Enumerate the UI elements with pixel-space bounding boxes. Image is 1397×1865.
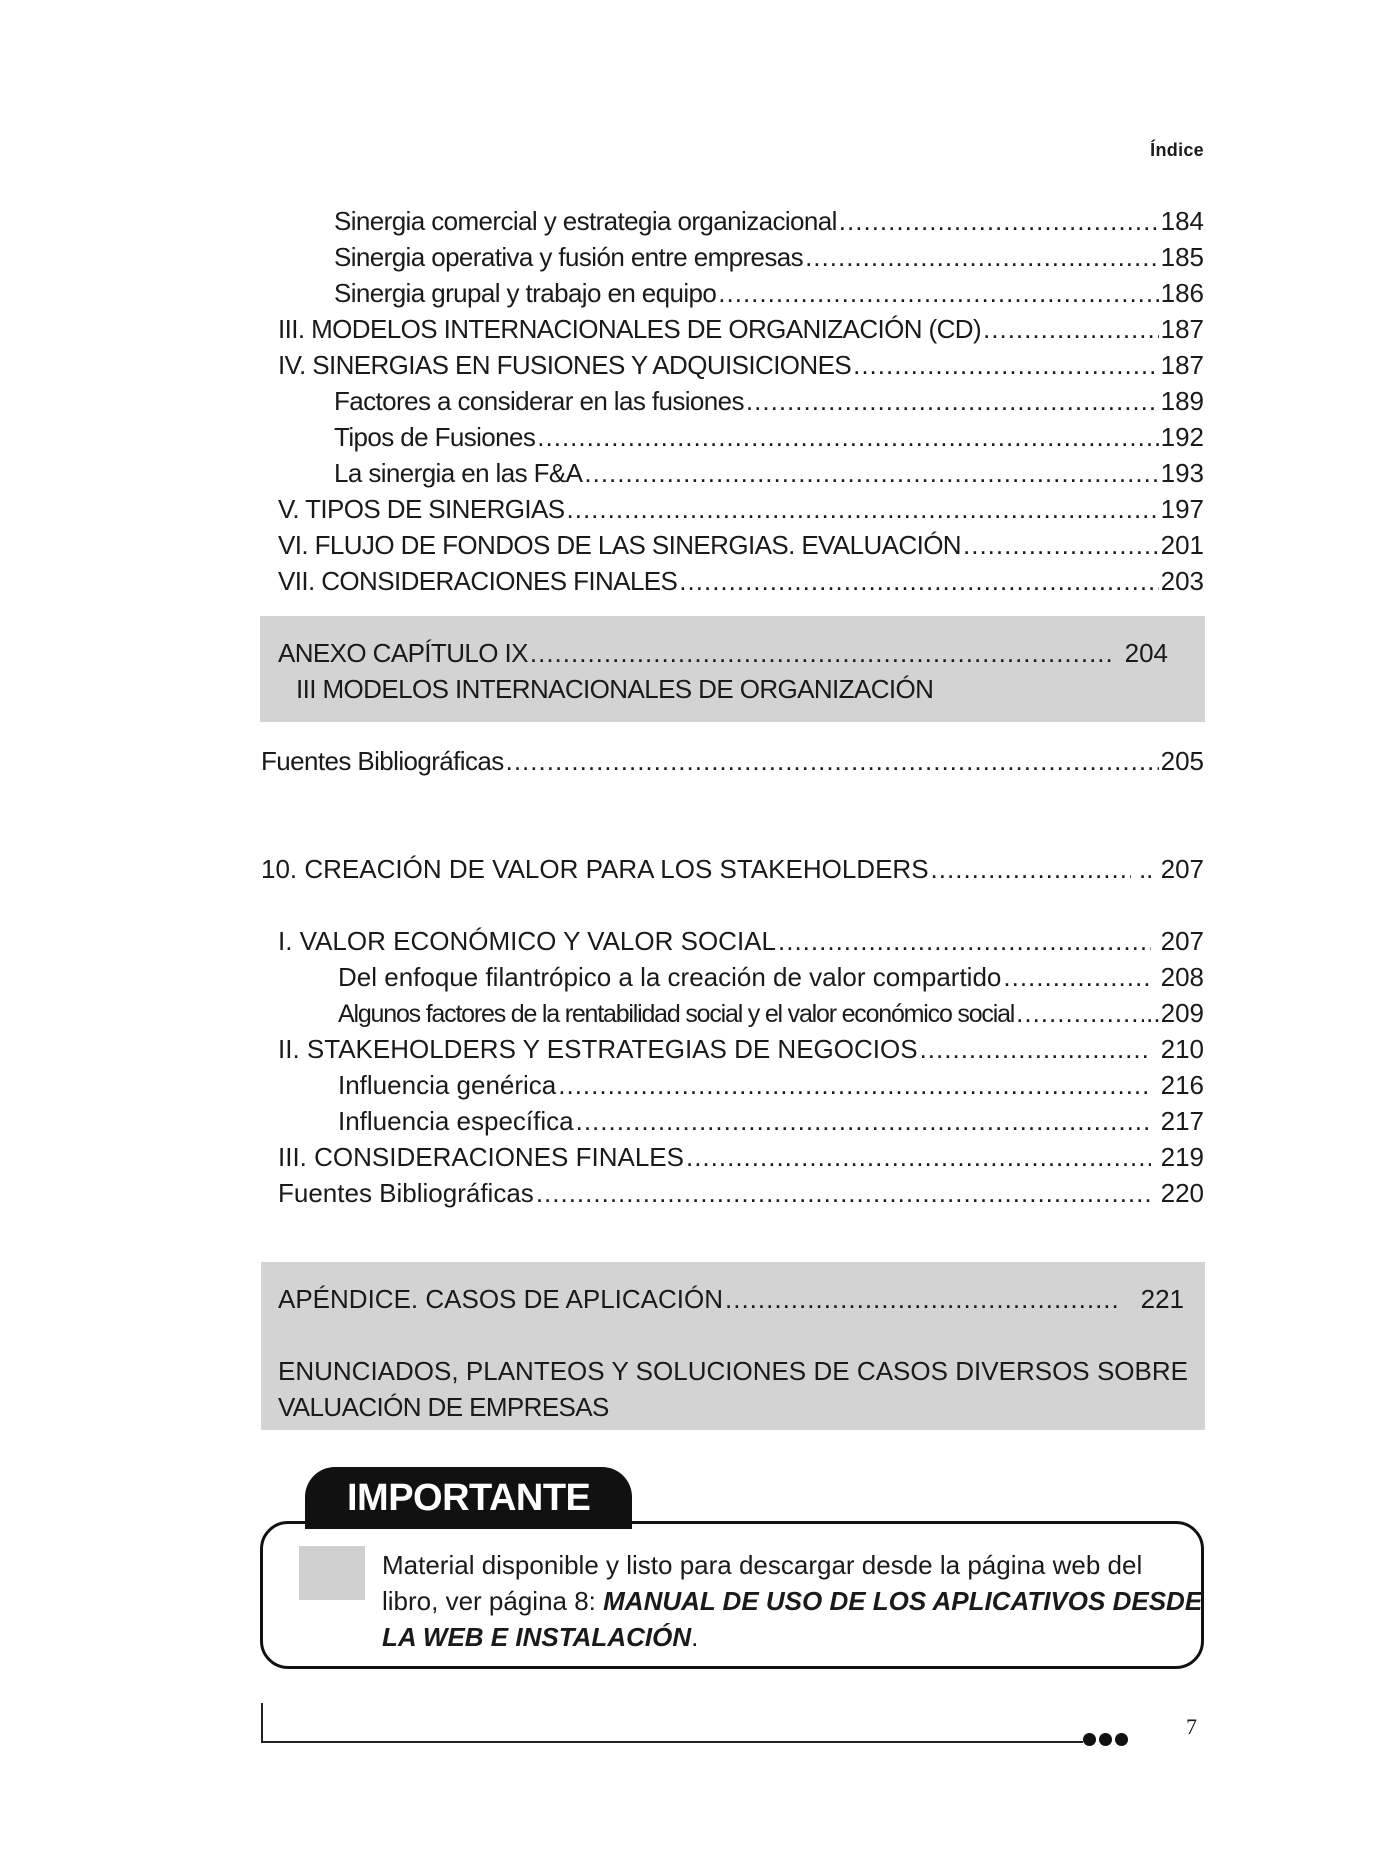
annex-title: ANEXO CAPÍTULO IX	[278, 638, 528, 668]
toc-leader-dots	[805, 240, 1159, 274]
toc-entry[interactable]	[278, 312, 1204, 346]
footer-dots-ornament	[1083, 1733, 1128, 1746]
toc-leader-dots	[920, 1032, 1151, 1066]
footer-rule-vertical	[261, 1703, 263, 1743]
annex-subtitle: III MODELOS INTERNACIONALES DE ORGANIZACIÓN	[296, 674, 934, 704]
toc-entry-title: Fuentes Bibliográficas	[261, 746, 504, 776]
toc-entry-title: Influencia específica	[338, 1106, 574, 1136]
toc-entry-title: Del enfoque filantrópico a la creación de valor compartido	[338, 962, 1002, 992]
important-text-plain: .	[691, 1622, 699, 1652]
toc-leader-dots	[558, 1068, 1150, 1102]
important-text-plain: libro, ver página 8:	[382, 1586, 604, 1616]
toc-leader-dots	[537, 420, 1158, 454]
toc-entry-title: IV. SINERGIAS EN FUSIONES Y ADQUISICIONES	[278, 350, 852, 380]
toc-entry-page: 187	[1160, 350, 1204, 380]
appendix-description-line: ENUNCIADOS, PLANTEOS Y SOLUCIONES DE CASOS DIVERSOS SOBRE	[278, 1356, 1188, 1386]
toc-entry[interactable]	[334, 276, 1204, 310]
toc-entry-sources[interactable]	[261, 744, 1204, 778]
important-text-line	[382, 1584, 1202, 1618]
toc-entry-title: VI. FLUJO DE FONDOS DE LAS SINERGIAS. EVALUACIÓN	[278, 530, 961, 560]
toc-entry-title: Sinergia grupal y trabajo en equipo	[334, 278, 717, 308]
toc-leader-dots	[584, 456, 1158, 490]
toc-leader-dots	[679, 564, 1158, 598]
toc-entry[interactable]	[278, 924, 1204, 958]
chapter-page: .. 207	[1138, 854, 1204, 884]
toc-entry-page: 210	[1160, 1034, 1204, 1064]
toc-leader-dots	[536, 1176, 1151, 1210]
annex-entry[interactable]	[278, 636, 1168, 670]
toc-entry-title: Sinergia comercial y estrategia organizacional	[334, 206, 837, 236]
toc-entry-page: 186	[1160, 278, 1204, 308]
toc-entry[interactable]	[334, 204, 1204, 238]
toc-entry-page: 220	[1160, 1178, 1204, 1208]
toc-entry-page: 187	[1160, 314, 1204, 344]
toc-entry-page: 192	[1160, 422, 1204, 452]
toc-entry-page: 216	[1160, 1070, 1204, 1100]
page-number: 7	[1186, 1714, 1197, 1739]
important-text-line: Material disponible y listo para descargar desde la página web del	[382, 1550, 1143, 1580]
toc-entry-title: II. STAKEHOLDERS Y ESTRATEGIAS DE NEGOCIOS	[278, 1034, 918, 1064]
toc-leader-dots	[1003, 960, 1150, 994]
toc-leader-dots	[530, 636, 1115, 670]
toc-leader-dots	[718, 276, 1158, 310]
appendix-title: APÉNDICE. CASOS DE APLICACIÓN	[278, 1284, 724, 1314]
toc-leader-dots	[686, 1140, 1151, 1174]
toc-entry[interactable]	[278, 564, 1204, 598]
toc-entry-page: 184	[1160, 206, 1204, 236]
toc-entry-page: ..209	[1146, 998, 1204, 1028]
important-text-line	[382, 1620, 698, 1654]
toc-entry-title: Influencia genérica	[338, 1070, 557, 1100]
toc-leader-dots	[983, 312, 1159, 346]
toc-entry-title: III. CONSIDERACIONES FINALES	[278, 1142, 684, 1172]
chapter-title: 10. CREACIÓN DE VALOR PARA LOS STAKEHOLDERS	[261, 854, 929, 884]
toc-entry[interactable]	[278, 528, 1204, 562]
toc-entry[interactable]	[278, 1140, 1204, 1174]
important-text-bold: LA WEB E INSTALACIÓN	[382, 1622, 692, 1652]
toc-entry[interactable]	[338, 960, 1204, 994]
toc-entry-page: 193	[1160, 458, 1204, 488]
toc-leader-dots	[567, 492, 1159, 526]
toc-entry-page: 197	[1160, 494, 1204, 524]
toc-entry-title: VII. CONSIDERACIONES FINALES	[278, 566, 678, 596]
annex-page: 204	[1124, 638, 1168, 668]
toc-leader-dots	[839, 204, 1159, 238]
toc-entry[interactable]	[278, 348, 1204, 382]
toc-leader-dots	[746, 384, 1159, 418]
toc-leader-dots	[576, 1104, 1151, 1138]
toc-entry-page: 203	[1160, 566, 1204, 596]
toc-entry[interactable]	[338, 996, 1204, 1030]
toc-leader-dots	[778, 924, 1151, 958]
download-placeholder-icon	[299, 1546, 365, 1600]
appendix-entry[interactable]	[278, 1282, 1184, 1316]
toc-entry-title: V. TIPOS DE SINERGIAS	[278, 494, 565, 524]
toc-entry[interactable]	[334, 384, 1204, 418]
toc-entry[interactable]	[334, 420, 1204, 454]
toc-entry-page: 217	[1160, 1106, 1204, 1136]
important-label: IMPORTANTE	[305, 1467, 632, 1529]
toc-leader-dots	[506, 744, 1159, 778]
toc-leader-dots	[725, 1282, 1117, 1316]
toc-entry[interactable]	[338, 1068, 1204, 1102]
toc-entry-title: I. VALOR ECONÓMICO Y VALOR SOCIAL	[278, 926, 776, 956]
toc-entry-title: La sinergia en las F&A	[334, 458, 583, 488]
toc-leader-dots	[853, 348, 1159, 382]
toc-entry-page: 205	[1160, 746, 1204, 776]
toc-entry[interactable]	[278, 492, 1204, 526]
toc-entry[interactable]	[338, 1104, 1204, 1138]
toc-leader-dots	[963, 528, 1159, 562]
page-header-section: Índice	[1150, 140, 1204, 160]
toc-entry[interactable]	[334, 240, 1204, 274]
toc-entry[interactable]	[334, 456, 1204, 490]
toc-entry[interactable]	[278, 1176, 1204, 1210]
toc-leader-dots	[1016, 996, 1144, 1030]
toc-entry-page: 207	[1160, 926, 1204, 956]
footer-rule-horizontal	[261, 1741, 1083, 1743]
toc-entry-title: Algunos factores de la rentabilidad social y el valor económico social	[338, 1000, 1015, 1028]
toc-entry-page: 201	[1160, 530, 1204, 560]
toc-entry-page: 189	[1160, 386, 1204, 416]
important-text-bold: MANUAL DE USO DE LOS APLICATIVOS DESDE	[603, 1586, 1203, 1616]
chapter-entry[interactable]	[261, 852, 1204, 886]
toc-entry-title: Fuentes Bibliográficas	[278, 1178, 534, 1208]
toc-leader-dots	[931, 852, 1131, 886]
toc-entry-title: Sinergia operativa y fusión entre empresas	[334, 242, 804, 272]
toc-entry-title: Tipos de Fusiones	[334, 422, 536, 452]
toc-entry-page: 219	[1160, 1142, 1204, 1172]
toc-entry-page: 208	[1160, 962, 1204, 992]
toc-entry[interactable]	[278, 1032, 1204, 1066]
appendix-description-line: VALUACIÓN DE EMPRESAS	[278, 1392, 609, 1422]
toc-entry-page: 185	[1160, 242, 1204, 272]
toc-entry-title: III. MODELOS INTERNACIONALES DE ORGANIZACIÓN (CD)	[278, 314, 982, 344]
toc-entry-title: Factores a considerar en las fusiones	[334, 386, 744, 416]
appendix-page: 221	[1140, 1284, 1184, 1314]
